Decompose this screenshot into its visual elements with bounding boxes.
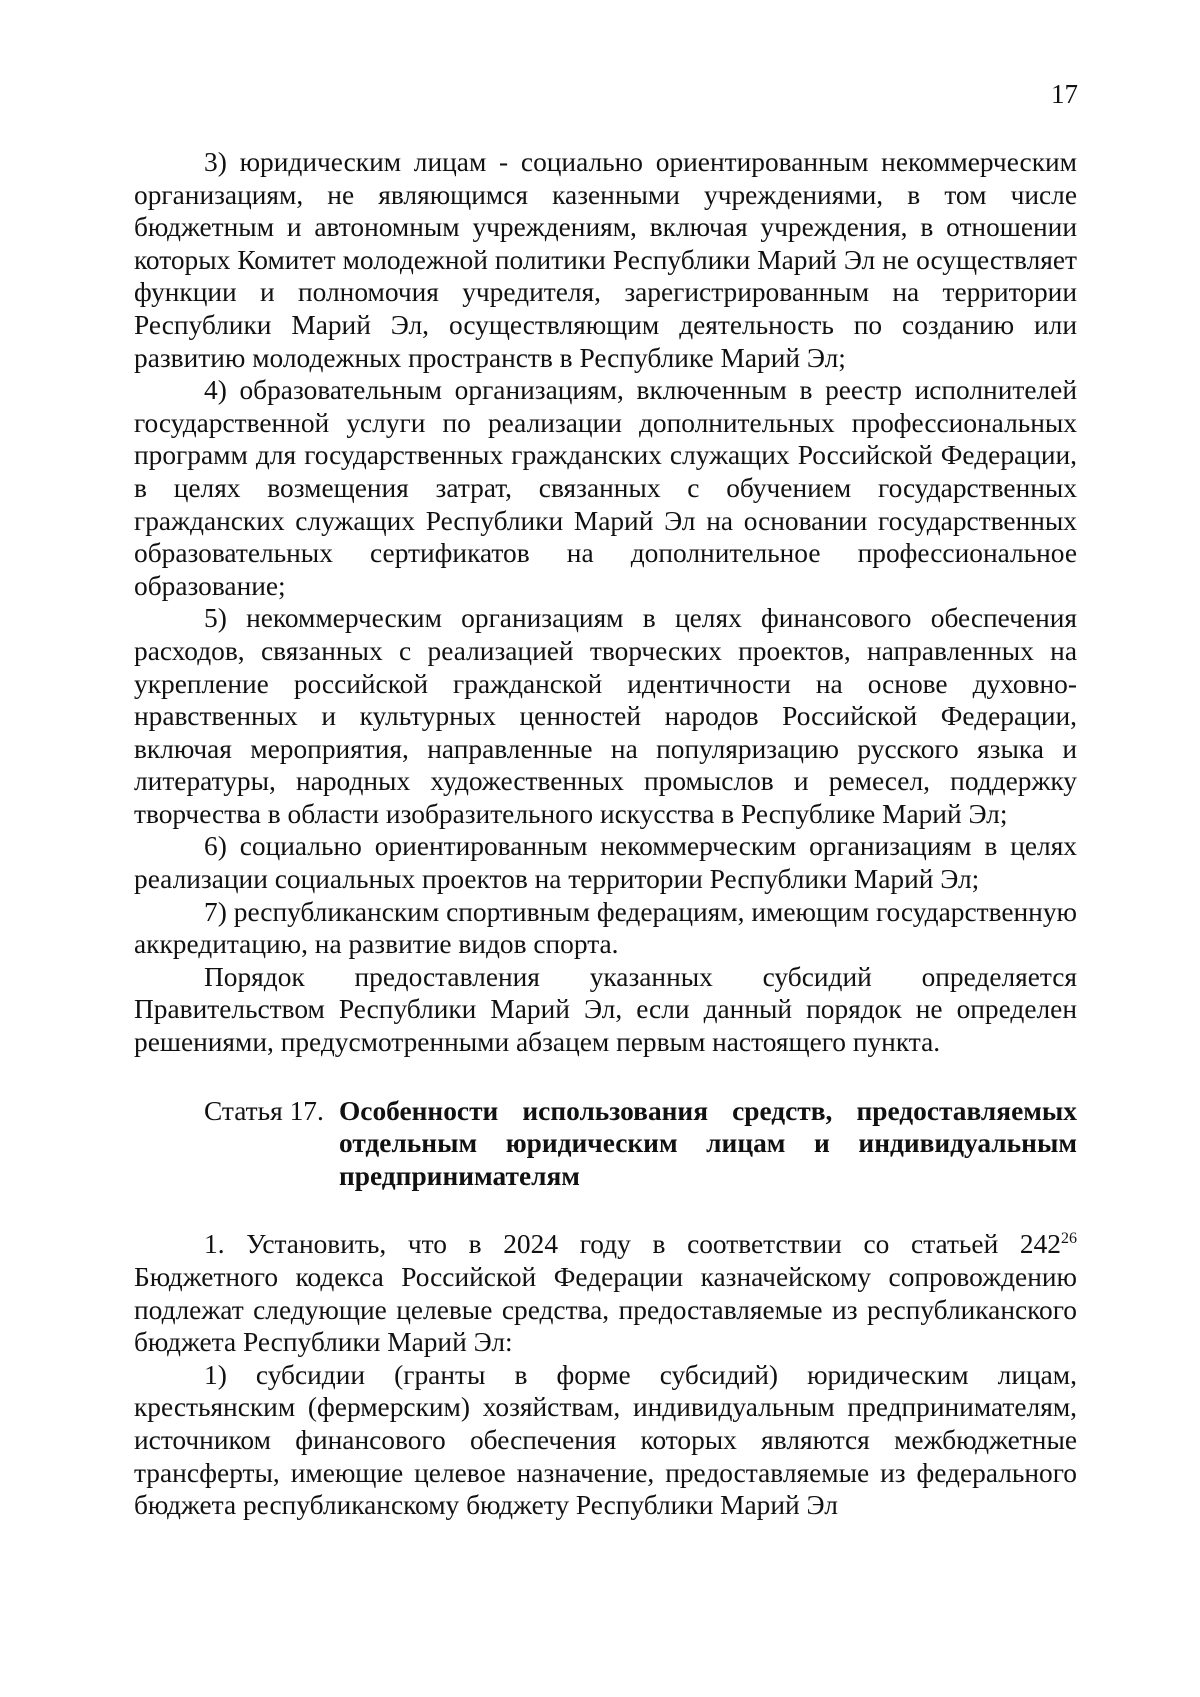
article-title: Особенности использования средств, предоставляемых отдельным юридическим лицам и индивидуальным предпринимателям	[339, 1095, 1077, 1191]
paragraph-item-5: 5) некоммерческим организациям в целях финансового обеспечения расходов, связанных с реализацией творческих проектов, направленных на укрепление российской гражданской идентичности на основе духовно-нравственных и культурных ценностей народов Российской Федерации, включая мероприятия, направленные на популяризацию русского языка и литературы, народных художественных промыслов и ремесел, поддержку творчества в области изобразительного искусства в Республике Марий Эл;	[134, 603, 1077, 829]
article-number-superscript: 26	[1061, 1230, 1077, 1248]
document-body	[134, 146, 1077, 1522]
article-label: Статья 17.	[204, 1095, 324, 1126]
paragraph-item-7: 7) республиканским спортивным федерациям, имеющим государственную аккредитацию, на развитие видов спорта.	[134, 896, 1077, 960]
paragraph-subsidy-procedure: Порядок предоставления указанных субсидий определяется Правительством Республики Марий Эл, если данный порядок не определен решениями, предусмотренными абзацем первым настоящего пункта.	[134, 961, 1077, 1058]
point-1-text-end: Бюджетного кодекса Российской Федерации казначейскому сопровождению подлежат следующие целевые средства, предоставляемые из республиканского бюджета Республики Марий Эл:	[134, 1262, 1077, 1358]
paragraph-subitem-1: 1) субсидии (гранты в форме субсидий) юридическим лицам, крестьянским (фермерским) хозяйствам, индивидуальным предпринимателям, источником финансового обеспечения которых являются межбюджетные трансферты, имеющие целевое назначение, предоставляемые из федерального бюджета республиканскому бюджету Республики Марий Эл	[134, 1359, 1077, 1521]
paragraph-item-3: 3) юридическим лицам - социально ориентированным некоммерческим организациям, не являющимся казенными учреждениями, в том числе бюджетным и автономным учреждениям, включая учреждения, в отношении которых Комитет молодежной политики Республики Марий Эл не осуществляет функции и полномочия учредителя, зарегистрированным на территории Республики Марий Эл, осуществляющим деятельность по созданию или развитию молодежных пространств в Республике Марий Эл;	[134, 147, 1077, 373]
article-heading	[134, 1095, 1077, 1193]
page-number: 17	[1051, 79, 1078, 109]
paragraph-point-1	[134, 1228, 1077, 1358]
paragraph-item-4: 4) образовательным организациям, включенным в реестр исполнителей государственной услуги по реализации дополнительных профессиональных программ для государственных гражданских служащих Российской Федерации, в целях возмещения затрат, связанных с обучением государственных гражданских служащих Республики Марий Эл на основании государственных образовательных сертификатов на дополнительное профессиональное образование;	[134, 375, 1077, 601]
paragraph-item-6: 6) социально ориентированным некоммерческим организациям в целях реализации социальных проектов на территории Республики Марий Эл;	[134, 831, 1077, 895]
point-1-text-start: 1. Установить, что в 2024 году в соответствии со статьей 242	[204, 1229, 1061, 1260]
